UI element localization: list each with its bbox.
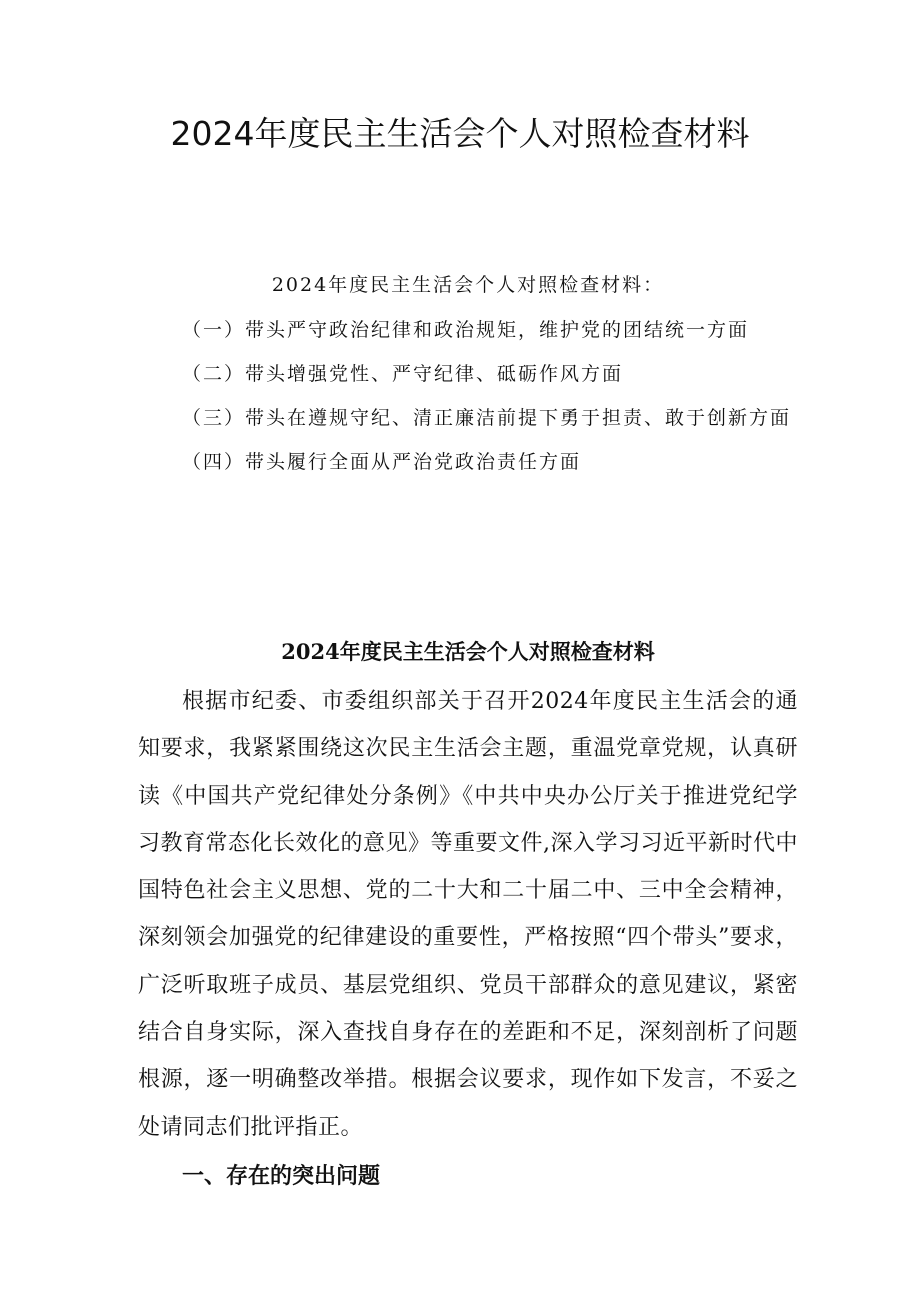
toc-item: （二）带头增强党性、严守纪律、砥砺作风方面	[182, 363, 624, 385]
toc-item: （四）带头履行全面从严治党政治责任方面	[182, 451, 582, 473]
intro-paragraph: 根据市纪委、市委组织部关于召开2024年度民主生活会的通知要求，我紧紧围绕这次民主生活会主题，重温党章党规，认真研读《中国共产党纪律处分条例》《中共中央办公厅关于推进党纪学习教育常态化长效化的意见》等重要文件,深入学习习近平新时代中国特色社会主义思想、党的二十大和二十届二中、三中全会精神，深刻领会加强党的纪律建设的重要性，严格按照“四个带头”要求，广泛听取班子成员、基层党组织、党员干部群众的意见建议，紧密结合自身实际，深入查找自身存在的差距和不足，深刻剖析了问题根源，逐一明确整改举措。根据会议要求，现作如下发言，不妥之处请同志们批评指正。	[138, 689, 798, 1140]
toc-heading: 2024年度民主生活会个人对照检查材料：	[271, 274, 665, 296]
heading-level-one: 一、存在的突出问题	[182, 1162, 381, 1189]
toc-item: （一）带头严守政治纪律和政治规矩，维护党的团结统一方面	[182, 319, 750, 341]
body-section	[138, 634, 798, 1201]
document-title: 2024年度民主生活会个人对照检查材料	[170, 114, 750, 153]
toc-item: （三）带头在遵规守纪、清正廉洁前提下勇于担责、敢于创新方面	[182, 407, 792, 429]
section-title: 2024年度民主生活会个人对照检查材料	[281, 639, 655, 664]
table-of-contents	[138, 268, 798, 484]
